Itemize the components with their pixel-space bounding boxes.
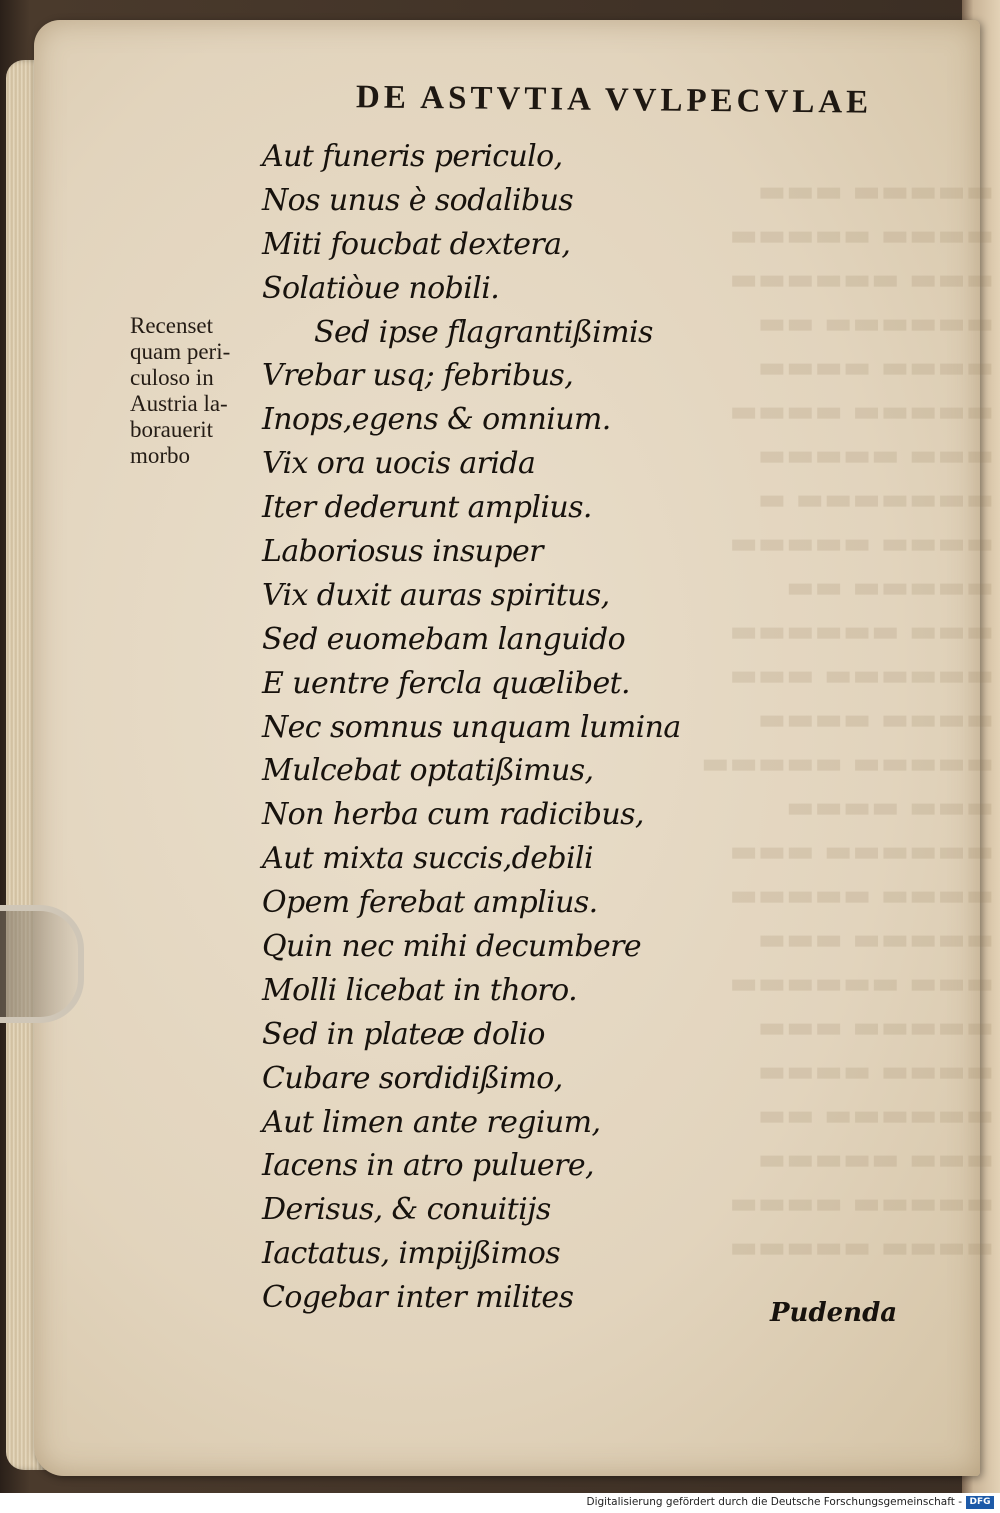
verse-line: Nec somnus unquam lumina: [262, 709, 681, 745]
verse-line: Solatiòue nobili.: [262, 270, 500, 306]
running-head: DE ASTVTIA VVLPECVLAE: [355, 79, 873, 121]
verse-line: E uentre fercla quælibet.: [262, 665, 630, 701]
verse-line: Miti foucbat dextera,: [262, 226, 571, 262]
verse-line: Vrebar usq; febribus,: [262, 358, 574, 394]
verse-line: Sed euomebam languido: [262, 621, 626, 657]
verse-line: Aut limen ante regium,: [262, 1104, 601, 1140]
verse-line: Vix ora uocis arida: [262, 446, 536, 482]
verse-line: Aut funeris periculo,: [262, 139, 563, 174]
verse-line: Sed in plateæ dolio: [262, 1016, 545, 1052]
margin-note-line: morbo: [130, 443, 191, 468]
verse-line: Cubare sordidißimo,: [262, 1060, 563, 1096]
verse-line: Inops,egens & omnium.: [262, 402, 611, 438]
footer-credit: Digitalisierung gefördert durch die Deutsche Forschungsgemeinschaft -: [586, 1496, 962, 1508]
margin-note-line: culoso in: [130, 365, 214, 390]
dfg-logo: DFG: [966, 1496, 994, 1509]
margin-note-line: quam peri-: [130, 339, 231, 364]
verse-line: Vix duxit auras spiritus,: [262, 577, 610, 613]
verse-line: Aut mixta succis,debili: [262, 841, 594, 877]
verse-line: Sed ipse flagrantißimis: [314, 314, 653, 350]
book-clasp: [0, 905, 84, 1023]
margin-note-line: Recenset: [130, 313, 214, 338]
margin-note-line: borauerit: [130, 417, 214, 442]
verse-line: Molli licebat in thoro.: [262, 972, 578, 1008]
verse-line: Opem ferebat amplius.: [262, 885, 598, 921]
margin-note: [130, 313, 260, 469]
margin-note-line: Austria la-: [130, 391, 228, 416]
verse-line: Mulcebat optatißimus,: [262, 753, 594, 789]
verse-line: Iactatus, impijßimos: [262, 1236, 561, 1272]
verse-line: Quin nec mihi decumbere: [262, 929, 642, 965]
verse-line: Non herba cum radicibus,: [262, 797, 644, 833]
catchword: Pudenda: [770, 1298, 898, 1328]
verse-block: [262, 135, 682, 1320]
verse-line: Derisus, & conuitijs: [262, 1192, 551, 1228]
verse-line: Cogebar inter milites: [262, 1280, 574, 1316]
verse-line: Laboriosus insuper: [262, 534, 543, 570]
bleed-through-shadow: ▬▬▬▬▬ ▬▬▬ ▬▬▬▬ ▬▬▬▬▬ ▬▬▬ ▬▬▬▬▬▬ ▬▬▬▬▬▬ ▬▬ ▬▬▬▬ ▬▬▬▬ ▬▬▬▬▬ ▬▬▬▬ ▬▬▬ ▬▬▬▬▬ ▬▬▬▬▬▬▬ ▬ ▬▬▬▬ ▬▬▬▬▬ ▬▬▬▬▬ ▬▬ ▬▬▬ ▬▬▬▬▬▬ ▬▬▬▬▬▬ ▬▬▬ ▬▬▬▬ ▬▬▬▬ ▬▬▬▬▬ ▬▬▬▬▬ ▬▬▬ ▬▬▬▬ ▬▬▬▬▬▬ ▬▬▬ ▬▬▬▬ ▬▬▬▬▬ ▬▬▬▬▬ ▬▬▬ ▬▬▬ ▬▬▬▬▬▬ ▬▬▬▬▬ ▬▬▬ ▬▬▬▬ ▬▬▬▬ ▬▬▬▬▬▬ ▬▬ ▬▬▬ ▬▬▬▬▬ ▬▬▬▬▬ ▬▬▬▬ ▬▬▬▬ ▬▬▬▬▬: [701, 174, 994, 1265]
verse-line: Iacens in atro puluere,: [262, 1148, 594, 1184]
verse-line: Nos unus è sodalibus: [262, 182, 574, 218]
verse-line: Iter dederunt amplius.: [262, 490, 592, 526]
